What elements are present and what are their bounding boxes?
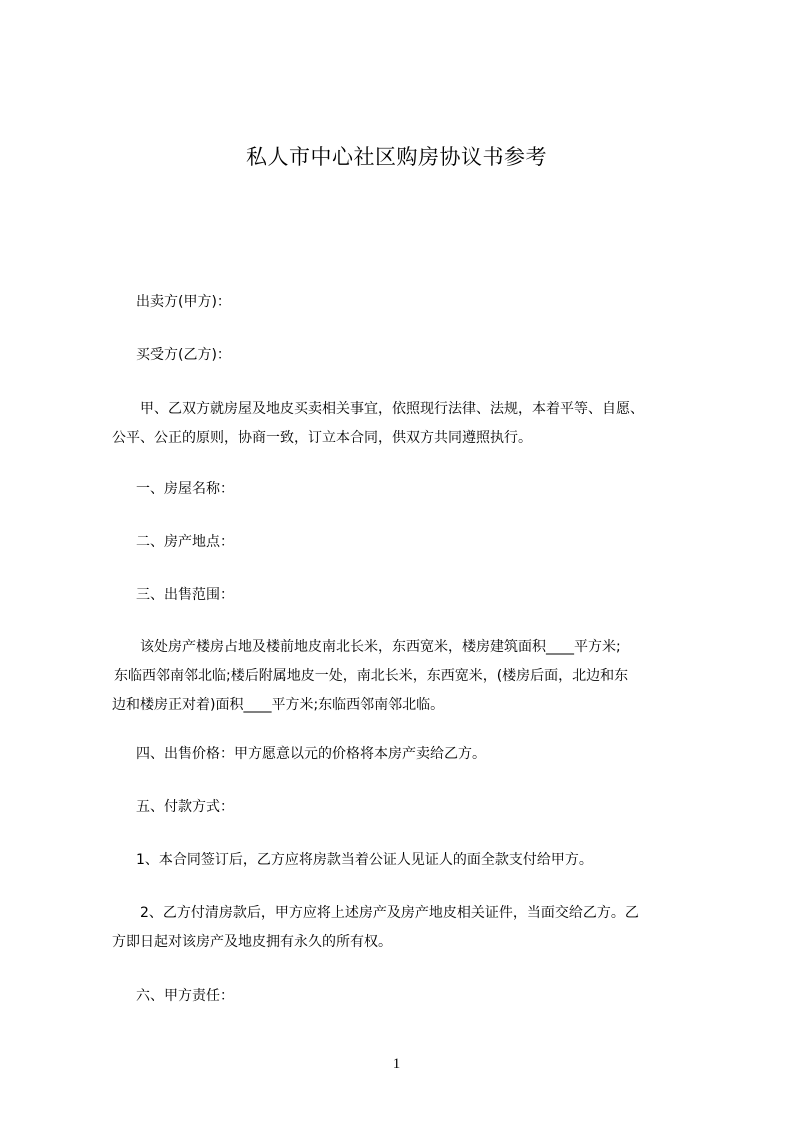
section-house-name: 一、房屋名称： bbox=[136, 481, 234, 497]
section-payment-method: 五、付款方式： bbox=[136, 799, 234, 815]
document-title: 私人市中心社区购房协议书参考 bbox=[246, 145, 547, 169]
seller-line: 出卖方(甲方)： bbox=[136, 294, 231, 310]
preamble-paragraph bbox=[112, 395, 710, 453]
preamble-line-2: 公平、公正的原则，协商一致，订立本合同，供双方共同遵照执行。 bbox=[112, 430, 532, 446]
payment-clause-2-line-2: 方即日起对该房产及地皮拥有永久的所有权。 bbox=[112, 934, 392, 950]
payment-clause-1: 1、本合同签订后，乙方应将房款当着公证人见证人的面全款支付给甲方。 bbox=[136, 852, 593, 868]
scope-line-2: 东临西邻南邻北临;楼后附属地皮一处，南北长米，东西宽米，(楼房后面，北边和东 bbox=[114, 668, 629, 684]
scope-paragraph bbox=[112, 633, 710, 720]
buyer-line: 买受方(乙方)： bbox=[136, 347, 231, 363]
page-number: 1 bbox=[392, 1056, 401, 1072]
scope-line-3: 边和楼房正对着)面积____平方米;东临西邻南邻北临。 bbox=[112, 697, 445, 713]
section-sale-price: 四、出售价格：甲方愿意以元的价格将本房产卖给乙方。 bbox=[136, 746, 486, 762]
payment-clause-2-line-1: 2、乙方付清房款后，甲方应将上述房产及房产地皮相关证件，当面交给乙方。乙 bbox=[140, 905, 639, 921]
payment-clause-2 bbox=[112, 899, 710, 957]
preamble-line-1: 甲、乙双方就房屋及地皮买卖相关事宜，依照现行法律、法规，本着平等、自愿、 bbox=[140, 401, 644, 417]
section-property-location: 二、房产地点： bbox=[136, 534, 234, 550]
section-sale-scope: 三、出售范围： bbox=[136, 587, 234, 603]
section-seller-responsibility: 六、甲方责任： bbox=[136, 988, 234, 1004]
scope-line-1: 该处房产楼房占地及楼前地皮南北长米，东西宽米，楼房建筑面积____平方米; bbox=[140, 639, 621, 655]
